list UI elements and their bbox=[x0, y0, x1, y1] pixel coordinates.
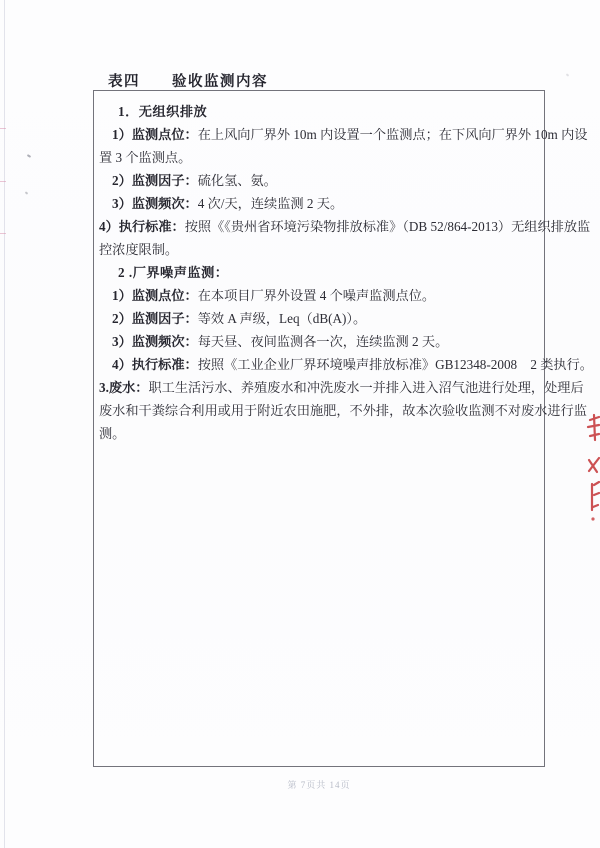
line-text: 4 次/天，连续监测 2 天。 bbox=[197, 196, 344, 211]
table-line bbox=[94, 353, 593, 376]
section-heading bbox=[94, 261, 544, 284]
line-label: 3）监测频次： bbox=[112, 334, 198, 349]
table-line bbox=[94, 238, 544, 261]
red-stamp-fragment bbox=[584, 408, 600, 528]
line-text: 硫化氢、氨。 bbox=[197, 173, 277, 188]
line-label: 1）监测点位： bbox=[112, 127, 198, 142]
red-stamp-strokes bbox=[584, 408, 600, 528]
table-line bbox=[94, 330, 544, 353]
table-line bbox=[94, 422, 544, 445]
line-text: 测。 bbox=[99, 426, 126, 441]
table-line bbox=[94, 215, 591, 238]
table-line bbox=[94, 399, 587, 422]
line-text: 废水和干粪综合利用或用于附近农田施肥，不外排，故本次验收监测不对废水进行监 bbox=[99, 403, 587, 418]
line-text: 控浓度限制。 bbox=[99, 242, 179, 257]
line-label: 4）执行标准： bbox=[112, 357, 198, 372]
line-label: 3.废水： bbox=[99, 380, 149, 395]
line-text: 每天昼、夜间监测各一次，连续监测 2 天。 bbox=[197, 334, 449, 349]
line-text: 按照《《贵州省环境污染物排放标准》（DB 52/864-2013）无组织排放监 bbox=[184, 219, 591, 234]
line-label: 4）执行标准： bbox=[99, 219, 185, 234]
table-line bbox=[94, 376, 584, 399]
table-lines bbox=[94, 100, 593, 445]
line-text: 在上风向厂界外 10m 内设置一个监测点；在下风向厂界外 10m 内设 bbox=[197, 127, 588, 142]
table-line bbox=[94, 192, 544, 215]
line-text: 在本项目厂界外设置 4 个噪声监测点位。 bbox=[197, 288, 436, 303]
table-line bbox=[94, 307, 544, 330]
table-line bbox=[94, 146, 544, 169]
scan-artifact bbox=[0, 181, 6, 182]
table-line bbox=[94, 123, 588, 146]
section-heading bbox=[94, 100, 544, 123]
line-label: 2）监测因子： bbox=[112, 173, 198, 188]
page-number: 第 7页共 14页 bbox=[287, 780, 351, 790]
monitoring-content-table bbox=[93, 90, 593, 767]
line-label: 2 .厂界噪声监测： bbox=[118, 265, 229, 280]
table-line bbox=[94, 284, 544, 307]
line-label: 2）监测因子： bbox=[112, 311, 198, 326]
table-line bbox=[94, 169, 544, 192]
scan-artifact bbox=[0, 233, 6, 234]
line-label: 1）监测点位： bbox=[112, 288, 198, 303]
line-text: 等效 A 声级，Leq（dB(A)）。 bbox=[197, 311, 367, 326]
scan-speck bbox=[566, 73, 570, 76]
line-text: 职工生活污水、养殖废水和冲洗废水一并排入进入沼气池进行处理，处理后 bbox=[148, 380, 584, 395]
scan-artifact bbox=[0, 128, 6, 129]
line-text: 按照《工业企业厂界环境噪声排放标准》GB12348-2008 2 类执行。 bbox=[197, 357, 593, 372]
page-title: 表四 验收监测内容 bbox=[108, 74, 268, 90]
scan-speck bbox=[25, 191, 29, 194]
line-label: 1．无组织排放 bbox=[118, 104, 208, 119]
scan-speck bbox=[27, 154, 31, 158]
line-label: 3）监测频次： bbox=[112, 196, 198, 211]
line-text: 置 3 个监测点。 bbox=[99, 150, 192, 165]
